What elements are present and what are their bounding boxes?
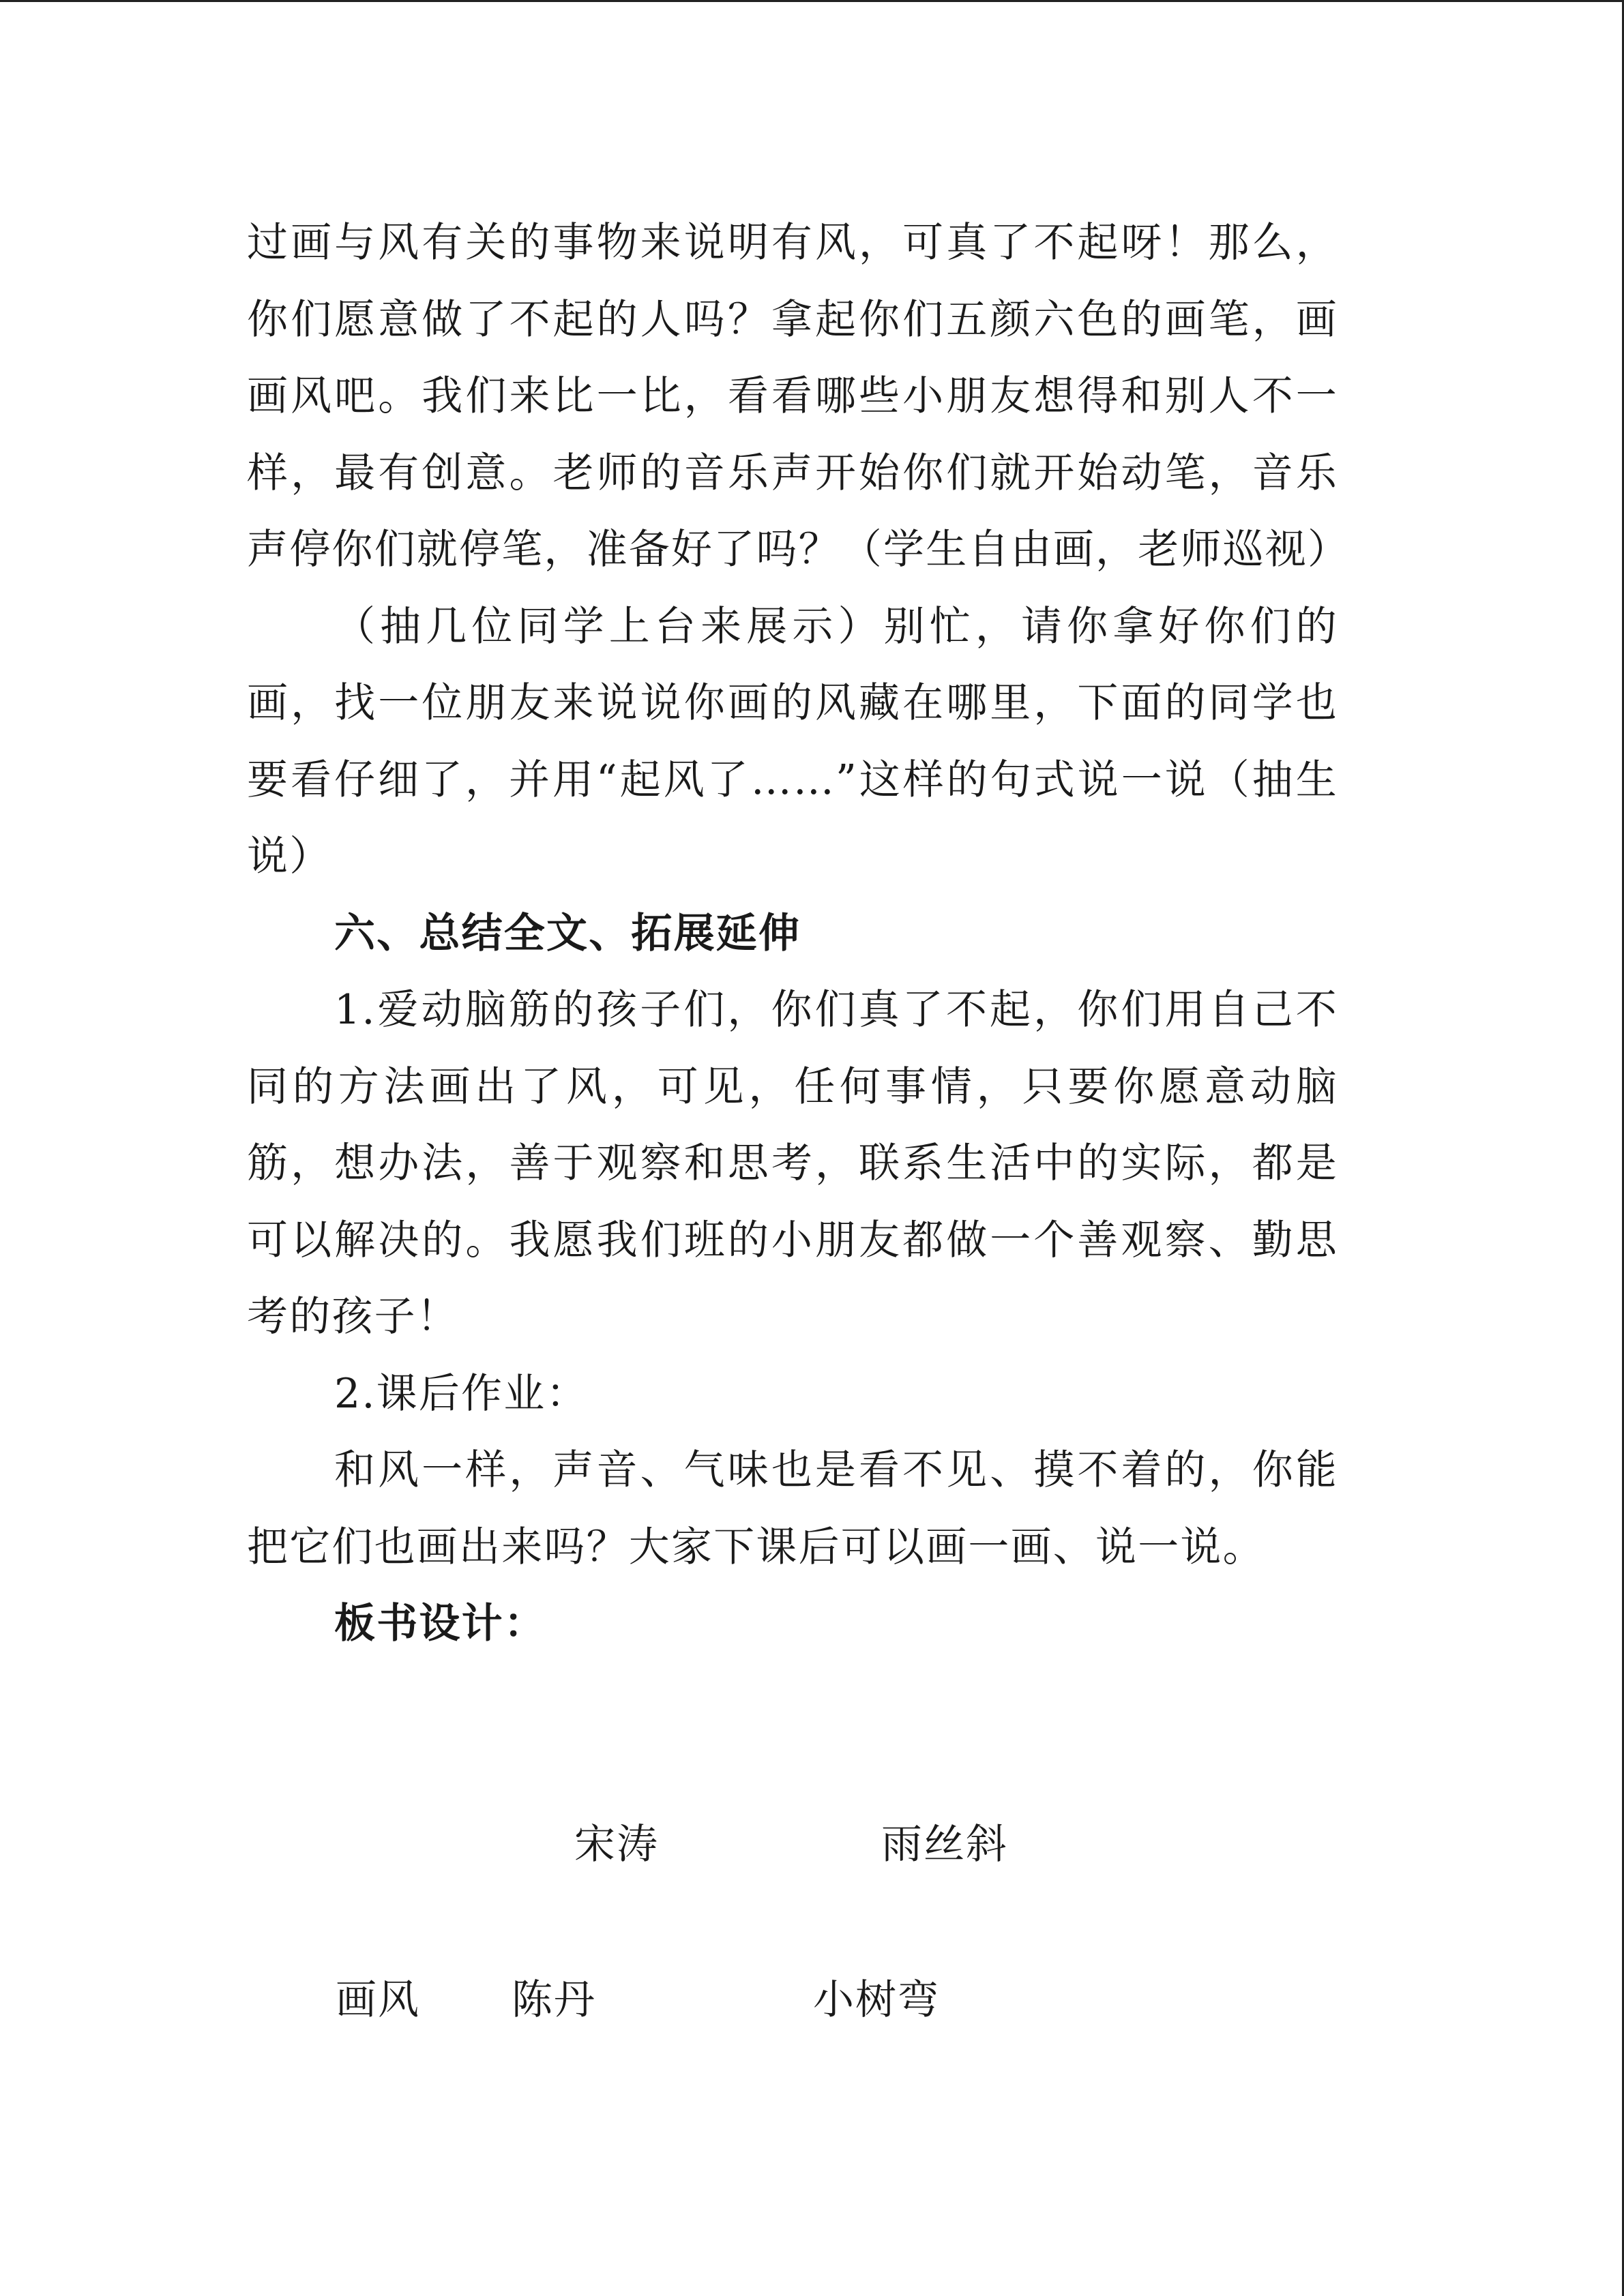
board-example-2: 小树弯 — [813, 1976, 940, 2024]
board-name-1: 宋涛 — [574, 1821, 659, 1868]
document-body — [247, 205, 1350, 1663]
page-border-top — [0, 0, 1624, 2]
paragraph-showcase: （抽几位同学上台来展示）别忙，请你拿好你们的画，找一位朋友来说说你画的风藏在哪里，下面的同学也要看仔细了，并用“起风了……”这样的句式说一说（抽生说） — [247, 602, 1338, 880]
board-design-heading: 板书设计： — [334, 1600, 546, 1648]
board-left-label: 画风 — [336, 1976, 420, 2024]
board-example-1: 雨丝斜 — [881, 1821, 1008, 1868]
paragraph-homework: 和风一样，声音、气味也是看不见、摸不着的，你能把它们也画出来吗？大家下课后可以画一画、说一说。 — [247, 1446, 1338, 1571]
board-name-2: 陈丹 — [512, 1976, 596, 2024]
section-heading-summary: 六、总结全文、拓展延伸 — [334, 909, 801, 957]
paragraph-summary: 1.爱动脑筋的孩子们，你们真了不起，你们用自己不同的方法画出了风，可见，任何事情，只要你愿意动脑筋，想办法，善于观察和思考，联系生活中的实际，都是可以解决的。我愿我们班的小朋友都做一个善观察、勤思考的孩子！ — [247, 986, 1338, 1341]
paragraph-drawing-activity: 过画与风有关的事物来说明有风，可真了不起呀！那么，你们愿意做了不起的人吗？拿起你们五颜六色的画笔，画画风吧。我们来比一比，看看哪些小朋友想得和别人不一样，最有创意。老师的音乐声开始你们就开始动笔，音乐声停你们就停笔，准备好了吗？（学生自由画，老师巡视） — [247, 219, 1350, 573]
paragraph-homework-heading: 2.课后作业： — [334, 1369, 589, 1418]
